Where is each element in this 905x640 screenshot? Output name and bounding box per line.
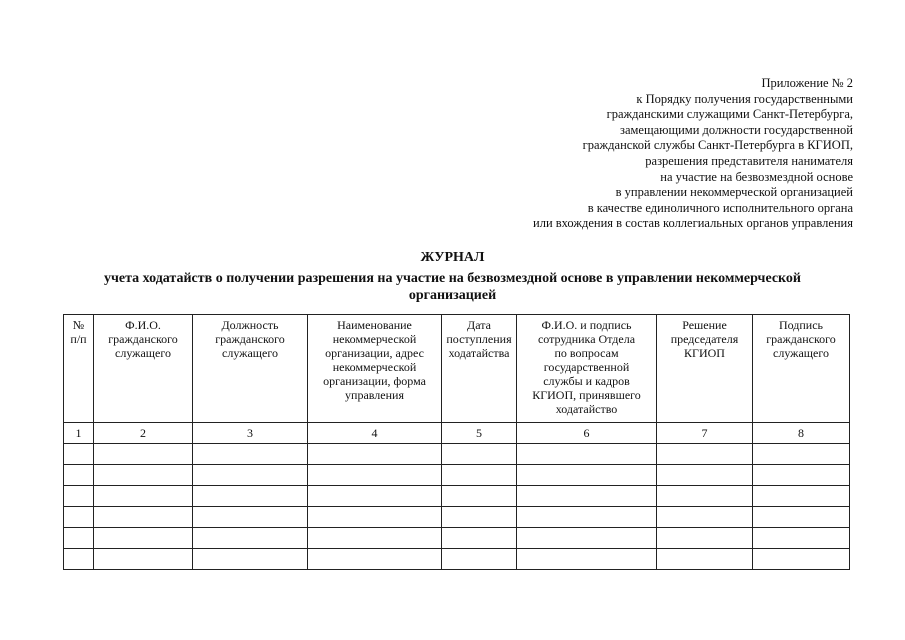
table-cell: [442, 507, 517, 528]
column-header: Ф.И.О. и подпись сотрудника Отдела по вопросам государственной службы и кадров КГИОП, принявшего ходатайство: [517, 315, 657, 423]
table-cell: [753, 444, 850, 465]
table-cell: [64, 444, 94, 465]
appendix-block: [433, 76, 853, 232]
column-number-row: [64, 423, 850, 444]
table-row: [64, 444, 850, 465]
table-cell: [517, 465, 657, 486]
column-header: Решение председателя КГИОП: [657, 315, 753, 423]
column-number: 1: [64, 423, 94, 444]
table-cell: [657, 528, 753, 549]
table-cell: [657, 549, 753, 570]
appendix-line: замещающими должности государственной: [620, 122, 853, 137]
subtitle-line-1: учета ходатайств о получении разрешения на участие на безвозмездной основе в управлении некоммерческой: [103, 271, 801, 286]
column-number: 7: [657, 423, 753, 444]
column-header: Должность гражданского служащего: [193, 315, 308, 423]
column-header: № п/п: [64, 315, 94, 423]
table-cell: [64, 507, 94, 528]
column-number: 3: [193, 423, 308, 444]
table-cell: [657, 486, 753, 507]
appendix-line: гражданскими служащими Санкт-Петербурга,: [606, 107, 853, 122]
table-cell: [308, 507, 442, 528]
subtitle-line-2: организацией: [408, 288, 497, 303]
table-cell: [193, 507, 308, 528]
column-number: 6: [517, 423, 657, 444]
table-cell: [94, 444, 193, 465]
table-cell: [442, 549, 517, 570]
table-cell: [657, 507, 753, 528]
table-cell: [753, 528, 850, 549]
table-row: [64, 486, 850, 507]
column-header: Ф.И.О. гражданского служащего: [94, 315, 193, 423]
table-cell: [657, 465, 753, 486]
table-cell: [64, 465, 94, 486]
appendix-line: в управлении некоммерческой организацией: [615, 185, 853, 200]
appendix-line: в качестве единоличного исполнительного органа: [587, 200, 853, 215]
column-number: 5: [442, 423, 517, 444]
appendix-line: разрешения представителя нанимателя: [645, 153, 853, 168]
appendix-line: гражданской службы Санкт-Петербурга в КГИОП,: [582, 138, 853, 153]
table-cell: [193, 465, 308, 486]
table-cell: [308, 528, 442, 549]
table-cell: [442, 486, 517, 507]
table-cell: [308, 465, 442, 486]
table-cell: [753, 486, 850, 507]
table-cell: [64, 528, 94, 549]
table-cell: [517, 486, 657, 507]
table-cell: [193, 444, 308, 465]
table-row: [64, 549, 850, 570]
table-cell: [517, 444, 657, 465]
table-cell: [94, 528, 193, 549]
table-cell: [753, 549, 850, 570]
appendix-line: на участие на безвозмездной основе: [660, 169, 853, 184]
table-cell: [442, 444, 517, 465]
table-cell: [657, 444, 753, 465]
column-header: Подпись гражданского служащего: [753, 315, 850, 423]
table-row: [64, 528, 850, 549]
document-heading: ЖУРНАЛ: [420, 250, 485, 265]
table-cell: [193, 528, 308, 549]
table-cell: [308, 444, 442, 465]
table-cell: [442, 528, 517, 549]
appendix-line: к Порядку получения государственными: [636, 91, 853, 106]
table-cell: [193, 486, 308, 507]
document-subtitle: [0, 270, 905, 304]
table-cell: [517, 549, 657, 570]
column-header: Дата поступления ходатайства: [442, 315, 517, 423]
table-cell: [64, 549, 94, 570]
table-cell: [64, 486, 94, 507]
journal-table: [63, 314, 850, 570]
table-cell: [94, 549, 193, 570]
table-cell: [193, 549, 308, 570]
table-row: [64, 507, 850, 528]
table-cell: [517, 507, 657, 528]
column-number: 2: [94, 423, 193, 444]
table-header-row: [64, 315, 850, 423]
table-cell: [308, 486, 442, 507]
table-cell: [753, 465, 850, 486]
appendix-line: или вхождения в состав коллегиальных органов управления: [533, 216, 853, 231]
table-cell: [442, 465, 517, 486]
column-header: Наименование некоммерческой организации, адрес некоммерческой организации, форма управления: [308, 315, 442, 423]
column-number: 8: [753, 423, 850, 444]
table-cell: [308, 549, 442, 570]
table-cell: [753, 507, 850, 528]
table-cell: [94, 486, 193, 507]
table-cell: [94, 465, 193, 486]
table-row: [64, 465, 850, 486]
column-number: 4: [308, 423, 442, 444]
table-cell: [94, 507, 193, 528]
table-cell: [517, 528, 657, 549]
appendix-line: Приложение № 2: [761, 76, 853, 90]
